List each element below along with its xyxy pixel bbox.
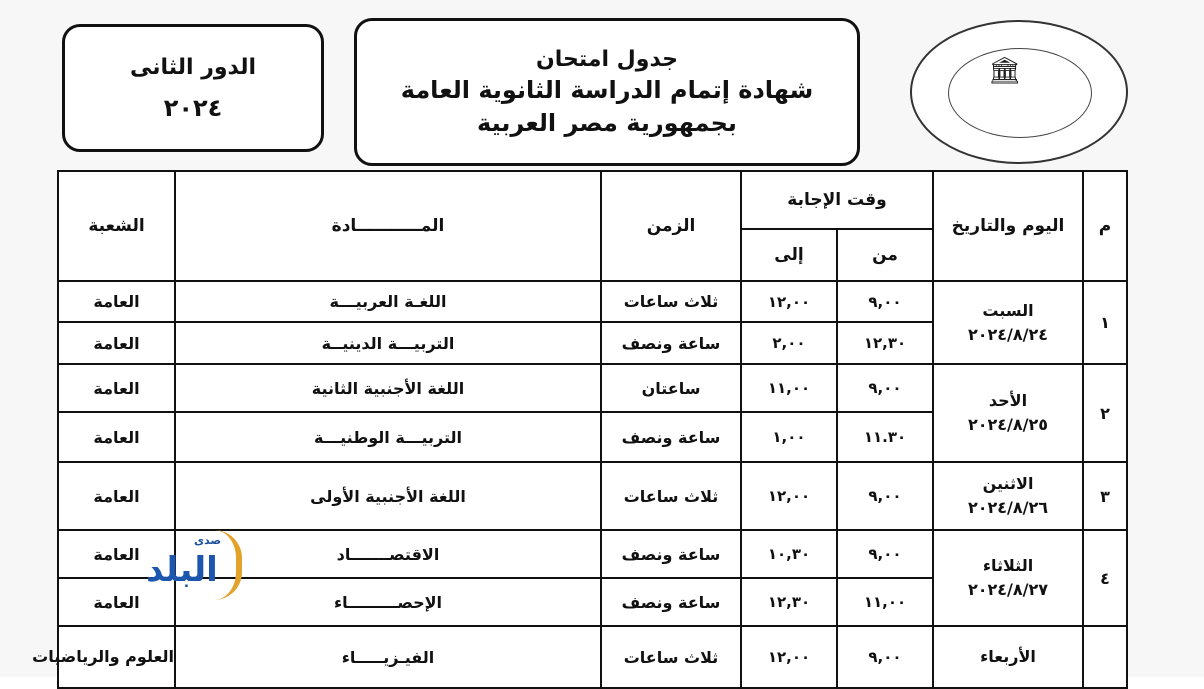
- exam-date: ٢٠٢٤/٨/٢٧: [967, 580, 1049, 599]
- duration: ساعتان: [601, 364, 741, 412]
- title-box: [354, 18, 860, 166]
- time-from: ٩,٠٠: [837, 530, 933, 578]
- time-to: ١٢,٠٠: [741, 462, 837, 530]
- header-day-date: اليوم والتاريخ: [933, 171, 1083, 281]
- subject: الإحصـــــــــاء: [175, 578, 601, 626]
- seal-emblem-icon: 🏛: [988, 56, 1022, 86]
- header-duration: الزمن: [601, 171, 741, 281]
- title-line-2: شهادة إتمام الدراسة الثانوية العامة: [400, 76, 814, 105]
- day-date-cell: [933, 364, 1083, 462]
- time-from: ٩,٠٠: [837, 462, 933, 530]
- day-name: الأربعاء: [980, 647, 1036, 666]
- exam-date: ٢٠٢٤/٨/٢٤: [967, 324, 1049, 344]
- elbalad-watermark-logo: [138, 530, 238, 610]
- ministry-seal: [910, 20, 1128, 164]
- time-from: ١٢,٣٠: [837, 322, 933, 364]
- duration: ساعة ونصف: [601, 578, 741, 626]
- table-row: [58, 462, 1127, 530]
- time-to: ١٢,٠٠: [741, 626, 837, 688]
- duration: ساعة ونصف: [601, 322, 741, 364]
- exam-round-label: الدور الثانى: [129, 54, 257, 80]
- time-from: ٩,٠٠: [837, 281, 933, 322]
- exam-round-box: [62, 24, 324, 152]
- row-index: ٢: [1083, 364, 1127, 462]
- header-answer-time: وقت الإجابة: [741, 171, 933, 229]
- day-name: الأحد: [988, 391, 1028, 410]
- branch: العامة: [58, 364, 175, 412]
- day-date-cell: [933, 626, 1083, 688]
- time-from: ٩,٠٠: [837, 364, 933, 412]
- subject: التربيـــة الدينيــة: [175, 322, 601, 364]
- time-to: ١١,٠٠: [741, 364, 837, 412]
- duration: ساعة ونصف: [601, 412, 741, 462]
- duration: ثلاث ساعات: [601, 462, 741, 530]
- branch: العامة: [58, 412, 175, 462]
- logo-big-text: البلد: [146, 550, 218, 590]
- branch: العامة: [58, 281, 175, 322]
- table-row: [58, 626, 1127, 688]
- subject: الاقتصـــــــاد: [175, 530, 601, 578]
- branch: العامة: [58, 530, 175, 578]
- branch: العامة: [58, 462, 175, 530]
- table-row: [58, 364, 1127, 412]
- subject: الفيـزيـــــاء: [175, 626, 601, 688]
- row-index: [1083, 626, 1127, 688]
- header-to: إلى: [741, 229, 837, 281]
- day-date-cell: [933, 281, 1083, 364]
- schedule-table: [32, 170, 1128, 689]
- row-index: ٣: [1083, 462, 1127, 530]
- day-name: الثلاثاء: [982, 556, 1034, 575]
- subject: اللغـة العربيـــة: [175, 281, 601, 322]
- time-to: ١,٠٠: [741, 412, 837, 462]
- branch: العلوم والرياضيات: [58, 626, 175, 688]
- title-line-1: جدول امتحان: [535, 46, 679, 72]
- header-index: م: [1083, 171, 1127, 281]
- day-name: الاثنين: [982, 474, 1034, 493]
- row-index: ١: [1083, 281, 1127, 364]
- subject: اللغة الأجنبية الأولى: [175, 462, 601, 530]
- subject: التربيـــة الوطنيـــة: [175, 412, 601, 462]
- branch: العامة: [58, 578, 175, 626]
- title-line-3: بجمهورية مصر العربية: [477, 108, 737, 137]
- day-date-cell: [933, 530, 1083, 626]
- exam-date: ٢٠٢٤/٨/٢٦: [967, 498, 1049, 517]
- exam-date: ٢٠٢٤/٨/٢٥: [967, 415, 1049, 434]
- exam-year: ٢٠٢٤: [163, 93, 223, 122]
- time-from: ١١.٣٠: [837, 412, 933, 462]
- time-to: ١٢,٣٠: [741, 578, 837, 626]
- header-from: من: [837, 229, 933, 281]
- duration: ساعة ونصف: [601, 530, 741, 578]
- duration: ثلاث ساعات: [601, 626, 741, 688]
- day-date-cell: [933, 462, 1083, 530]
- table-row: [58, 281, 1127, 322]
- row-index: ٤: [1083, 530, 1127, 626]
- subject: اللغة الأجنبية الثانية: [175, 364, 601, 412]
- day-name: السبت: [982, 300, 1034, 320]
- header-branch: الشعبة: [58, 171, 175, 281]
- duration: ثلاث ساعات: [601, 281, 741, 322]
- header-subject: المـــــــــــادة: [175, 171, 601, 281]
- logo-small-text: صدى: [194, 534, 222, 547]
- time-to: ١٢,٠٠: [741, 281, 837, 322]
- time-from: ٩,٠٠: [837, 626, 933, 688]
- time-from: ١١,٠٠: [837, 578, 933, 626]
- branch: العامة: [58, 322, 175, 364]
- time-to: ١٠,٣٠: [741, 530, 837, 578]
- time-to: ٢,٠٠: [741, 322, 837, 364]
